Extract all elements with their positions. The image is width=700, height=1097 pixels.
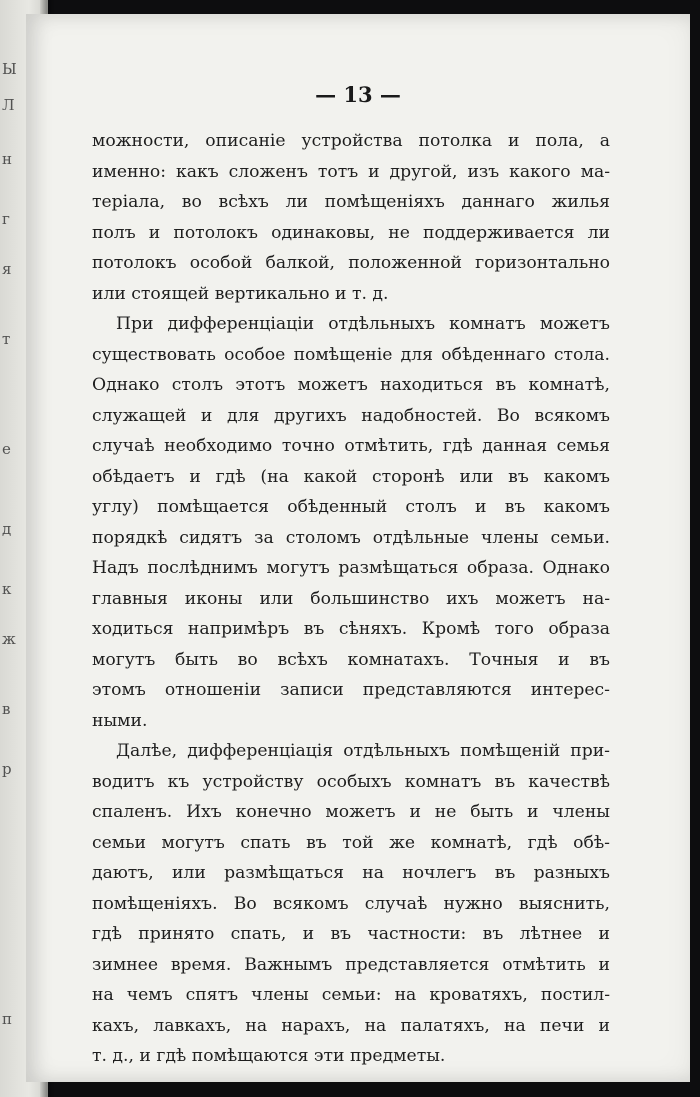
text-line: углу) помѣщается обѣденный столъ и въ какомъ bbox=[92, 497, 610, 517]
text-line: именно: какъ сложенъ тотъ и другой, изъ какого ма- bbox=[92, 161, 610, 182]
text-line: даютъ, или размѣщаться на ночлегъ въ разныхъ bbox=[92, 863, 610, 883]
text-line: на чемъ спятъ члены семьи: на кроватяхъ, постил- bbox=[92, 985, 610, 1005]
text-line: помѣщеніяхъ. Во всякомъ случаѣ нужно выяснить, bbox=[92, 893, 610, 914]
text-line: При дифференціаціи отдѣльныхъ комнатъ можетъ bbox=[116, 314, 610, 334]
text-line: теріала, во всѣхъ ли помѣщеніяхъ даннаго жилья bbox=[92, 192, 610, 212]
text-line: спаленъ. Ихъ конечно можетъ и не быть и члены bbox=[92, 802, 610, 822]
text-line: зимнее время. Важнымъ представляется отмѣтить и bbox=[92, 954, 610, 975]
text-line: служащей и для другихъ надобностей. Во всякомъ bbox=[92, 405, 610, 426]
text-line: кахъ, лавкахъ, на нарахъ, на палатяхъ, на печи и bbox=[92, 1015, 610, 1036]
page-number: — 13 — bbox=[315, 82, 401, 107]
text-line: Надъ послѣднимъ могутъ размѣщаться образа. Однако bbox=[92, 558, 610, 578]
text-line: семьи могутъ спать въ той же комнатѣ, гдѣ обѣ- bbox=[92, 832, 610, 853]
text-line: главныя иконы или большинство ихъ можетъ на- bbox=[92, 588, 610, 609]
text-line: полъ и потолокъ одинаковы, не поддерживается ли bbox=[92, 222, 610, 243]
text-line: случаѣ необходимо точно отмѣтить, гдѣ данная семья bbox=[92, 436, 610, 456]
text-line: потолокъ особой балкой, положенной горизонтально bbox=[92, 253, 610, 273]
text-line: или стоящей вертикально и т. д. bbox=[92, 283, 389, 304]
body-text bbox=[92, 126, 610, 1072]
text-line: этомъ отношеніи записи представляются интерес- bbox=[92, 680, 610, 700]
previous-page-edge: Ы Л н г я т е д к ж в р п bbox=[0, 0, 48, 1097]
text-line: можности, описаніе устройства потолка и пола, а bbox=[92, 131, 610, 151]
text-line: могутъ быть во всѣхъ комнатахъ. Точныя и въ bbox=[92, 649, 610, 670]
text-line: т. д., и гдѣ помѣщаются эти предметы. bbox=[92, 1046, 446, 1066]
text-line: водитъ къ устройству особыхъ комнатъ въ качествѣ bbox=[92, 771, 610, 792]
text-line: гдѣ принято спать, и въ частности: въ лѣтнее и bbox=[92, 924, 610, 944]
text-line: ходиться напримѣръ въ сѣняхъ. Кромѣ того образа bbox=[92, 619, 610, 639]
book-page bbox=[26, 14, 690, 1082]
text-line: существовать особое помѣщеніе для обѣденнаго стола. bbox=[92, 344, 610, 365]
text-line: ными. bbox=[92, 710, 148, 731]
text-line: обѣдаетъ и гдѣ (на какой сторонѣ или въ какомъ bbox=[92, 466, 610, 487]
text-line: Однако столъ этотъ можетъ находиться въ комнатѣ, bbox=[92, 375, 610, 395]
text-line: Далѣе, дифференціація отдѣльныхъ помѣщеній при- bbox=[116, 741, 610, 761]
text-line: порядкѣ сидятъ за столомъ отдѣльные члены семьи. bbox=[92, 527, 610, 548]
